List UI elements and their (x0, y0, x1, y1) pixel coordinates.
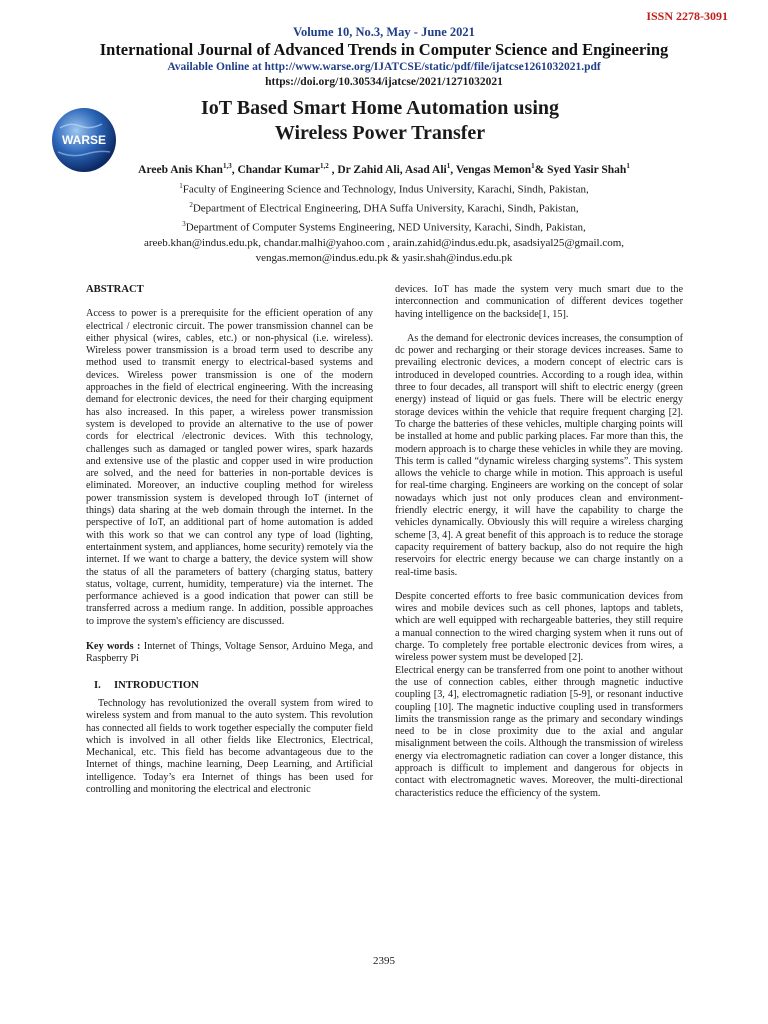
author-sup: 1 (531, 162, 535, 170)
affiliation: $^1$Faculty of Engineering Science and Technology, Indus University, Karachi, Sindh, Pakistan, (179, 182, 589, 196)
right-column (395, 284, 683, 800)
affiliations (0, 179, 768, 266)
author-name: Vengas Memon (455, 163, 532, 176)
paragraph: Despite concerted efforts to free basic communication devices from wires and mobile devices such as cell phones, laptops and tablets, which are well equipped with rechargeable batteries, they still require a manual connection to the wired charging system when it runs out of charge. To completely free portable electronic devices from wires, a wireless power system must be developed [2]. (395, 590, 683, 664)
emails-line1: areeb.khan@indus.edu.pk, chandar.malhi@yahoo.com , arain.zahid@indus.edu.pk, asadsiyal25@gmail.com, (143, 236, 625, 249)
author-sup: 1 (446, 162, 451, 170)
emails-line2: vengas.memon@indus.edu.pk & yasir.shah@indus.edu.pk (255, 252, 513, 265)
affiliation: $^2$Department of Electrical Engineering, DHA Suffa University, Karachi, Sindh, Pakistan, (189, 200, 579, 215)
doi-link[interactable]: https://doi.org/10.30534/ijatcse/2021/1271032021 (265, 76, 503, 88)
author-name: Syed Yasir Shah (547, 163, 627, 176)
left-column (86, 284, 373, 796)
abstract-heading: ABSTRACT (86, 284, 144, 295)
paragraph: Electrical energy can be transferred from one point to another without the use of connection cables, either through magnetic inductive coupling [3, 4], electromagnetic radiation [5-9], or resonant inductive coupling [10]. The magnetic inductive coupling used in transformers limits the transmission range as the primary and secondary windings need to be in close proximity due to the axial and angular misalignment between the coils. Although the transmission of wireless energy via electromagnetic radiation can cover a longer distance, this approach is difficult to implement and dangerous for objects in contact with electromagnetic waves. Moreover, the multi-directional characteristics reduce the efficiency of the system. (395, 664, 683, 799)
issn: ISSN 2278-3091 (646, 9, 728, 23)
page-number: 2395 (373, 955, 395, 967)
svg-text:WARSE: WARSE (61, 133, 107, 147)
introduction-heading: I. INTRODUCTION (94, 679, 199, 691)
affiliation: $^3$Department of Computer Systems Engineering, NED University, Karachi, Sindh, Pakistan, (182, 219, 586, 234)
author-sup: 1 (626, 162, 630, 170)
introduction-text: Technology has revolutionized the overall system from wired to wireless system and from manual to the auto system. This revolution has connected all fields to work together especially the computer field which is involved in all other fields like Electronics, Electrical, Mechanical, etc. This field has become advantageous due to the Internet of things, machine learning, Deep Learning, and Artificial intelligence. Today’s era Internet of things has been used for controlling and monitoring the electrical and electronic (86, 697, 373, 795)
volume-info: Volume 10, No.3, May - June 2021 (293, 25, 475, 39)
author-sup: 1,3 (222, 162, 232, 170)
author-name: Chandar Kumar (237, 163, 320, 176)
journal-title: International Journal of Advanced Trends in Computer Science and Engineering (99, 40, 669, 59)
available-online-link[interactable]: Available Online at http://www.warse.org/IJATCSE/static/pdf/file/ijatcse1261032021.pdf (167, 61, 601, 73)
author-sup: 1,2 (319, 162, 329, 170)
paragraph: devices. IoT has made the system very much smart due to the interconnection and communication of different devices together having intelligence on the backside[1, 15]. (395, 284, 683, 320)
paragraph: As the demand for electronic devices increases, the consumption of dc power and recharging or their storage devices increases. Same to prevailing electronic devices, a modern concept of electric cars is introduced in developed countries. According to a rough idea, within three to four decades, all transport will shift to electric energy (green energy) instead of liquid or gas fuels. There will be electric energy storage devices within the vehicle that require frequent charging [2]. To charge the batteries of these vehicles, multiple charging points will be installed at home and public parking places. Far more than this, the modern approach is to charge these vehicles in while they are moving. This term is called “dynamic wireless charging systems”. This system allows the vehicle to charge while in motion. This approach is useful for real-time charging. Engineers are working on the concept of solar nowadays which just not only produces clean and environment-friendly electric energy, it will have the capability to charge the vehicles dynamically. Obviously this will require a wireless charging scheme [3, 4]. A great benefit of this approach is to reduce the storage capacity requirement of battery backup, also do not require the high reservoirs for electric energy because we can charge instantly on a real-time basis. (395, 332, 683, 578)
authors: Areeb Anis Khan$^{1,3}$, Chandar Kumar$^{1,2}$ , Dr Zahid Ali, Asad Ali$^1$, Vengas Memon$^1$& Syed Yasir Shah$^1$ (138, 162, 630, 176)
keywords: Key words : Internet of Things, Voltage Sensor, Arduino Mega, and Raspberry Pi (86, 641, 373, 665)
author-name: Areeb Anis Khan (138, 163, 223, 176)
abstract-text: Access to power is a prerequisite for the efficient operation of any electrical / electronic circuit. The power transmission channel can be either physical (wires, cables, etc.) or non-physical (i.e. wireless). Wireless power transmission is a broad term used to describe any method used to transmit energy to electrical-based systems and devices. Wireless power transmission is one of the modern approaches in the field of electrical engineering. With the increasing demand for electronic devices, the need for their charging equipment has also increased. In this paper, a wireless power transmission system is developed to provide an alternative to the use of power cords for electrical /electronic devices. With this technology, challenges such as damaged or tangled power wires, spark hazards and extensive use of the plastic and copper used in wire production are solved, and the need for batteries in non-portable devices is eliminated. Moreover, an inductive coupling method for wireless power transmission system is developed through IoT (internet of things) data sharing at the web domain through the internet. In the perspective of IoT, an additional part of home automation is added with this work so that we can control any type of load (lighting, entertainment system, and appliances, home security) remotely via the internet. If we want to charge a battery, the device system will show the status of all the parameters of battery (charging status, battery status, voltage, current, humidity, temperature) via the internet. The performance achieved is a good indication that power can still be transferred across a medium range. In addition, possible approaches to improve the system's efficiency are discussed. (86, 308, 373, 627)
paper-title: IoT Based Smart Home Automation using Wireless Power Transfer (200, 97, 559, 144)
author-name: Dr Zahid Ali, Asad Ali (337, 163, 447, 176)
